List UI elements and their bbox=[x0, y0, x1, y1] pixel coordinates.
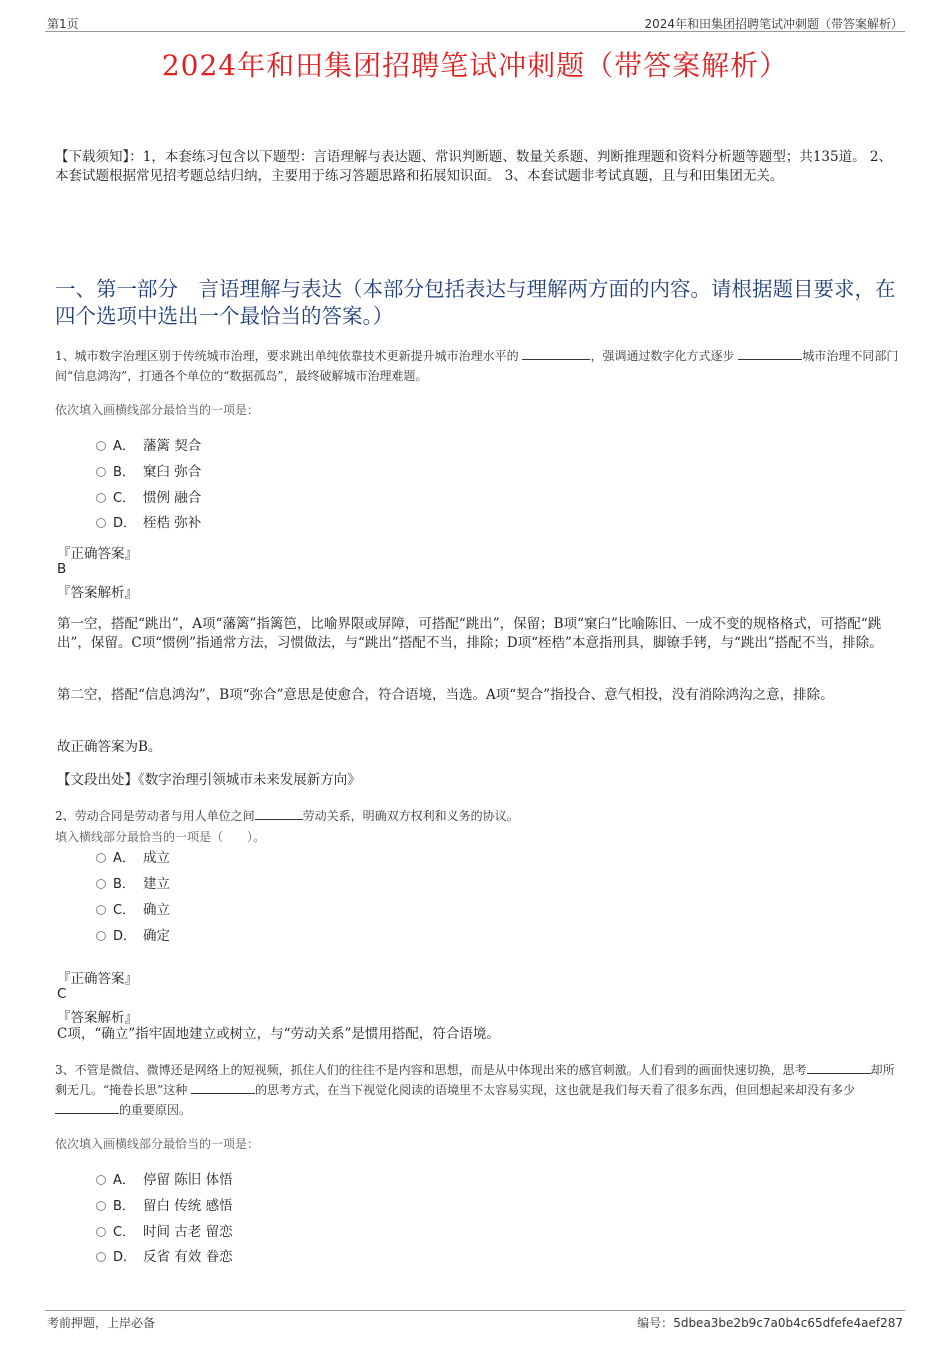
radio-icon[interactable] bbox=[96, 1201, 106, 1211]
q3-option-b[interactable]: B． 留白 传统 感悟 bbox=[96, 1196, 233, 1216]
q3-blank-3 bbox=[55, 1101, 119, 1114]
q1-answer-label: 『正确答案』 bbox=[57, 546, 138, 562]
download-notice: 【下载须知】：1，本套练习包含以下题型：言语理解与表达题、常识判断题、数量关系题、判断推理题和资料分析题等题型；共135道。 2、本套试题根据常见招考题总结归纳，主要用于练习答题思路和拓展知识面。 3、本套试题非考试真题，且与和田集团无关。 bbox=[55, 149, 892, 184]
q1-blank-1 bbox=[522, 347, 590, 360]
page-number: 第1页 bbox=[47, 17, 79, 31]
footer-slogan: 考前押题，上岸必备 bbox=[47, 1316, 156, 1330]
q1-analysis-para-2: 第二空，搭配“信息鸿沟”，B项“弥合”意思是使愈合，符合语境，当选。A项“契合”指投合、意气相投，没有消除鸿沟之意，排除。 bbox=[57, 687, 834, 703]
q1-instruction: 依次填入画横线部分最恰当的一项是： bbox=[55, 403, 260, 417]
footer-code-value: 5dbea3be2b9c7a0b4c65dfefe4aef287 bbox=[673, 1316, 903, 1330]
q3-stem-part-d: 的重要原因。 bbox=[119, 1103, 192, 1117]
q2-stem-part-a: 2、劳动合同是劳动者与用人单位之间 bbox=[55, 809, 255, 823]
q3-instruction: 依次填入画横线部分最恰当的一项是： bbox=[55, 1137, 260, 1151]
q3-blank-1 bbox=[807, 1061, 871, 1074]
q1-option-b[interactable]: B． 窠臼 弥合 bbox=[96, 462, 201, 482]
footer-code bbox=[637, 1314, 903, 1331]
radio-icon[interactable] bbox=[96, 1227, 106, 1237]
q1-option-d[interactable]: D． 桎梏 弥补 bbox=[96, 513, 201, 533]
page-title: 2024年和田集团招聘笔试冲刺题（带答案解析） bbox=[161, 49, 789, 82]
radio-icon[interactable] bbox=[96, 905, 106, 915]
header-doc-title: 2024年和田集团招聘笔试冲刺题（带答案解析） bbox=[644, 17, 903, 31]
q1-analysis-para-1: 第一空，搭配“跳出”，A项“藩篱”指篱笆，比喻界限或屏障，可搭配“跳出”，保留；B项“窠臼”比喻陈旧、一成不变的规格格式，可搭配“跳出”，保留。C项“惯例”指通常方法，习惯做法，与“跳出”搭配不当，排除；D项“桎梏”本意指刑具，脚镣手铐，与“跳出”搭配不当，排除。 bbox=[57, 616, 883, 651]
q2-instruction: 填入横线部分最恰当的一项是（ ）。 bbox=[55, 830, 266, 844]
question-1-stem bbox=[55, 346, 905, 386]
q1-blank-2 bbox=[738, 347, 802, 360]
q2-analysis: C项，“确立”指牢固地建立或树立，与“劳动关系”是惯用搭配，符合语境。 bbox=[57, 1026, 500, 1042]
q1-stem-part-a: 1、城市数字治理区别于传统城市治理，要求跳出单纯依靠技术更新提升城市治理水平的 bbox=[55, 349, 519, 363]
q1-stem-part-c: 城市治理不同部门间“信息鸿沟”，打通各个单位的“数据孤岛”，最终破解城市治理难题。 bbox=[55, 349, 899, 383]
q1-option-a[interactable]: A． 藩篱 契合 bbox=[96, 436, 201, 456]
q2-option-d[interactable]: D． 确定 bbox=[96, 926, 170, 946]
q1-analysis-label: 『答案解析』 bbox=[57, 585, 138, 601]
q2-answer: C bbox=[57, 986, 67, 1002]
q3-stem-part-a: 3、不管是微信、微博还是网络上的短视频，抓住人们的往往不是内容和思想，而是从中体现出来的感官刺激。人们看到的画面快速切换，思考 bbox=[55, 1063, 807, 1077]
q2-blank-1 bbox=[255, 807, 303, 820]
footer-code-label: 编号： bbox=[637, 1316, 674, 1330]
radio-icon[interactable] bbox=[96, 493, 106, 503]
q2-option-b[interactable]: B． 建立 bbox=[96, 874, 170, 894]
q3-option-c[interactable]: C． 时间 古老 留恋 bbox=[96, 1222, 233, 1242]
q3-stem-part-c: 的思考方式，在当下视觉化阅读的语境里不太容易实现，这也就是我们每天看了很多东西，但回想起来却没有多少 bbox=[255, 1083, 856, 1097]
question-3-stem bbox=[55, 1060, 905, 1120]
q2-option-c[interactable]: C． 确立 bbox=[96, 900, 170, 920]
q1-source: 【文段出处】《数字治理引领城市未来发展新方向》 bbox=[57, 772, 361, 788]
q1-analysis-para-3: 故正确答案为B。 bbox=[57, 739, 162, 755]
q2-option-a[interactable]: A． 成立 bbox=[96, 848, 170, 868]
radio-icon[interactable] bbox=[96, 441, 106, 451]
radio-icon[interactable] bbox=[96, 1252, 106, 1262]
footer-divider bbox=[45, 1310, 905, 1311]
radio-icon[interactable] bbox=[96, 853, 106, 863]
q2-analysis-label: 『答案解析』 bbox=[57, 1010, 138, 1026]
radio-icon[interactable] bbox=[96, 518, 106, 528]
q3-blank-2 bbox=[191, 1081, 255, 1094]
q2-stem-part-b: 劳动关系，明确双方权利和义务的协议。 bbox=[302, 809, 519, 823]
radio-icon[interactable] bbox=[96, 931, 106, 941]
q1-answer: B bbox=[57, 561, 67, 577]
radio-icon[interactable] bbox=[96, 467, 106, 477]
q1-stem-part-b: ，强调通过数字化方式逐步 bbox=[590, 349, 735, 363]
q3-option-d[interactable]: D． 反省 有效 眷恋 bbox=[96, 1247, 233, 1267]
q3-stem-part-b: 却所剩无几。“掩卷长思”这种 bbox=[55, 1063, 895, 1097]
radio-icon[interactable] bbox=[96, 1175, 106, 1185]
q2-answer-label: 『正确答案』 bbox=[57, 971, 138, 987]
header-divider bbox=[45, 31, 905, 32]
radio-icon[interactable] bbox=[96, 879, 106, 889]
q1-option-c[interactable]: C． 惯例 融合 bbox=[96, 488, 201, 508]
q3-option-a[interactable]: A． 停留 陈旧 体悟 bbox=[96, 1170, 233, 1190]
section-heading: 一、第一部分 言语理解与表达（本部分包括表达与理解两方面的内容。请根据题目要求，在四个选项中选出一个最恰当的答案。） bbox=[55, 277, 896, 328]
question-2-stem bbox=[55, 806, 905, 826]
